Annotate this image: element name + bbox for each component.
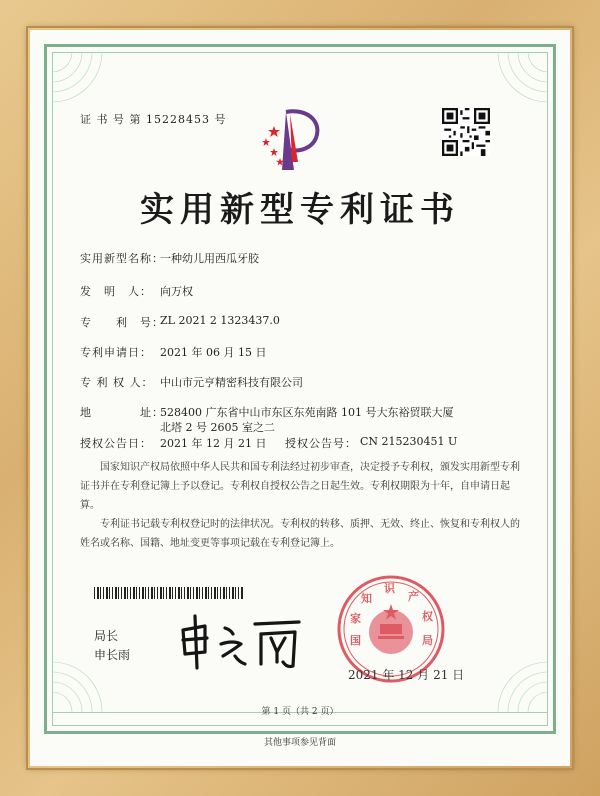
page-number: 第 1 页（共 2 页） xyxy=(261,707,339,717)
field-value-name: 一种幼儿用西瓜牙胶 xyxy=(160,252,259,265)
field-label-name: 实用新型名称： xyxy=(80,252,164,265)
field-value-grant-date: 2021 年 12 月 21 日 xyxy=(160,437,267,450)
handwritten-signature xyxy=(175,612,305,672)
certificate-title: 实用新型专利证书 xyxy=(140,190,460,230)
field-label-grant-date: 授权公告日： xyxy=(80,437,152,450)
field-label-patentee: 专 利 权 人： xyxy=(80,376,154,389)
field-label-grant-number: 授权公告号： xyxy=(285,437,357,450)
field-value-inventor: 向万权 xyxy=(160,285,193,298)
svg-text:家: 家 xyxy=(350,612,361,625)
seal-date: 2021 年 12 月 21 日 xyxy=(348,668,465,682)
signer-name: 申长雨 xyxy=(94,648,131,662)
qr-code xyxy=(442,108,490,156)
field-label-application-date: 专利申请日： xyxy=(80,346,152,359)
field-label-address: 地 址： xyxy=(80,406,164,419)
signer-title: 局长 xyxy=(94,629,119,643)
svg-text:国: 国 xyxy=(350,634,361,647)
svg-text:知: 知 xyxy=(361,592,372,605)
field-value-grant-number: CN 215230451 U xyxy=(360,435,458,448)
footer-note: 其他事项参见背面 xyxy=(263,738,336,748)
declaration-paragraph: 国家知识产权局依照中华人民共和国专利法经过初步审查，决定授予专利权，颁发实用新型专利证书并在专利登记簿上予以登记。专利权自授权公告之日起生效。专利权期限为十年，自申请日起算。 xyxy=(80,462,520,511)
field-value-address-line2: 北塔 2 号 2605 室之二 xyxy=(160,421,275,434)
field-value-application-date: 2021 年 06 月 15 日 xyxy=(160,346,267,359)
svg-text:产: 产 xyxy=(408,590,419,603)
certificate-number: 证 书 号 第 15228453 号 xyxy=(80,113,227,126)
legal-status-paragraph: 专利证书记载专利权登记时的法律状况。专利权的转移、质押、无效、终止、恢复和专利权人的姓名或名称、国籍、地址变更等事项记载在专利登记簿上。 xyxy=(80,519,520,549)
field-label-inventor: 发 明 人： xyxy=(80,285,152,298)
field-value-address: 528400 广东省中山市东区东苑南路 101 号大东裕贸联大厦 xyxy=(160,406,454,419)
field-label-patent-number: 专 利 号： xyxy=(80,316,164,329)
barcode xyxy=(94,587,244,599)
svg-text:识: 识 xyxy=(384,582,395,595)
svg-text:权: 权 xyxy=(422,610,433,623)
svg-text:局: 局 xyxy=(422,634,433,647)
field-value-patent-number: ZL 2021 2 1323437.0 xyxy=(160,314,280,327)
field-value-patentee: 中山市元亨精密科技有限公司 xyxy=(160,376,303,389)
patent-office-logo xyxy=(256,104,326,172)
